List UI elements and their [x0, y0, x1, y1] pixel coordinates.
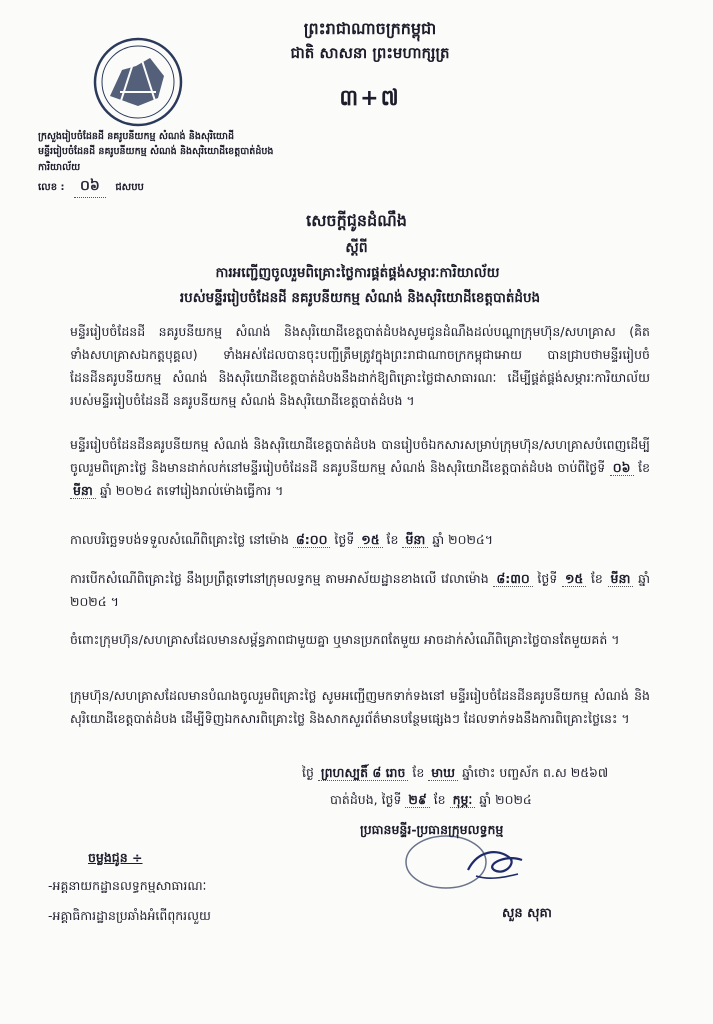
official-stamp-icon: [398, 830, 528, 890]
solar-year: ឆ្នាំ ២០២៤: [479, 792, 532, 807]
reference-number: [38, 176, 144, 198]
paragraph-affiliation: ចំពោះក្រុមហ៊ុន/សហគ្រាសដែលមានសម្ព័ន្ធភាពជាមួយគ្នា ឬមានប្រភពតែមួយ អាចដាក់សំណើពិគ្រោះថ្លៃបានតែមួយគត់ ។: [70, 632, 620, 647]
lunar-date: [302, 765, 608, 784]
paragraph-opening: [70, 567, 650, 613]
p2-day: ០៦: [610, 460, 634, 476]
p4-day-label: ថ្ងៃទី: [537, 571, 558, 586]
p4-year: ឆ្នាំ ២០២៤ ។: [70, 571, 650, 609]
p3-day: ១៥: [358, 532, 382, 548]
p2-month-label: ខែ: [638, 460, 651, 475]
office-line-bureau: ការិយាល័យ: [38, 162, 81, 173]
lunar-year: ឆ្នាំថោះ បញ្ចស័ក ព.ស ២៥៦៧: [462, 765, 609, 780]
lunar-day-label: ថ្ងៃ: [302, 765, 314, 780]
paragraph-contact: ក្រុមហ៊ុន/សហគ្រាសដែលមានបំណងចូលរួមពិគ្រោះថ្លៃ សូមអញ្ជើញមកទាក់ទងនៅ មន្ទីររៀបចំដែនដីនគរូបនីយកម្ម សំណង់ និងសុរិយោដីខេត្តបាត់ដំបង ដើម្បីទិញឯកសារពិគ្រោះថ្លៃ និងសាកសួរព័ត៌មានបន្ថែមផ្សេងៗ ដែលទាក់ទងនឹងការពិគ្រោះថ្លៃនេះ ។: [70, 688, 650, 726]
subject-line-1: ការអញ្ជើញចូលរួមពិគ្រោះថ្លៃការផ្គត់ផ្គង់សម្ភារៈការិយាល័យ: [215, 265, 500, 281]
p3-year: ឆ្នាំ ២០២៤។: [432, 532, 494, 547]
national-motto: ជាតិ សាសនា ព្រះមហាក្សត្រ: [290, 44, 450, 62]
p3-month: មីនា: [402, 532, 428, 548]
cc-item: -អគ្គនាយកដ្ឋានលទ្ធកម្មសាធារណៈ: [48, 878, 207, 893]
p3-time: ៨:០០: [293, 532, 331, 548]
lunar-month: មាឃ: [428, 765, 458, 781]
p3-text: កាលបរិច្ឆេទបង់ទទួលសំណើពិគ្រោះថ្លៃ នៅម៉ោង: [70, 532, 289, 547]
reference-suffix: ជសបប: [115, 182, 144, 193]
about-label: ស្តីពី: [345, 240, 368, 256]
office-line-department: មន្ទីររៀបចំដែនដី នគរូបនីយកម្ម សំណង់ និងសុរិយោដីខេត្តបាត់ដំបង: [38, 146, 274, 157]
p4-month: មីនា: [608, 571, 634, 587]
solar-date: [330, 792, 532, 811]
subject-line-2: របស់មន្ទីររៀបចំដែនដី នគរូបនីយកម្ម សំណង់ និងសុរិយោដីខេត្តបាត់ដំបង: [179, 290, 541, 306]
p4-day: ១៥: [562, 571, 586, 587]
p4-time: ៨:៣០: [493, 571, 532, 587]
p4-text: ការបើកសំណើពិគ្រោះថ្លៃ នឹងប្រព្រឹត្តទៅនៅក្រុមលទ្ធកម្ម តាមអាស័យដ្ឋានខាងលើ វេលាម៉ោង: [70, 571, 489, 586]
solar-month-label: ខែ: [433, 792, 446, 807]
signer-title: ប្រធានមន្ទីរ-ប្រធានក្រុមលទ្ធកម្ម: [360, 822, 504, 837]
solar-month: កុម្ភៈ: [450, 792, 476, 808]
paragraph-deadline: [70, 528, 650, 551]
cc-title: ចម្លងជូន ÷: [88, 850, 143, 865]
office-line-ministry: ក្រសួងរៀបចំដែនដី នគរូបនីយកម្ម សំណង់ និងសុរិយោដី: [38, 131, 235, 142]
p2-text: មន្ទីររៀបចំដែនដីនគរូបនីយកម្ម សំណង់ និងសុរិយោដីខេត្តបាត់ដំបង បានរៀបចំឯកសារសម្រាប់ក្រុមហ៊ុន/សហគ្រាសបំពេញដើម្បីចូលរួមពិគ្រោះថ្លៃ និងមានដាក់លក់នៅមន្ទីររៀបចំដែនដី នគរូបនីយកម្ម សំណង់ និងសុរិយោដីខេត្តបាត់ដំបង ចាប់ពីថ្ងៃទី: [70, 437, 650, 475]
lunar-month-label: ខែ: [412, 765, 425, 780]
cc-item: -អគ្គាធិការដ្ឋានប្រឆាំងអំពើពុករលួយ: [48, 908, 211, 923]
lunar-day: ព្រហស្បតិ៍ ៨ រោច: [318, 765, 409, 781]
document-title: សេចក្តីជូនដំណឹង: [306, 211, 407, 230]
paragraph-documents: [70, 433, 650, 502]
kingdom-heading: ព្រះរាជាណាចក្រកម្ពុជា: [303, 19, 437, 38]
paragraph-announcement: មន្ទីររៀបចំដែនដី នគរូបនីយកម្ម សំណង់ និងសុរិយោដីខេត្តបាត់ដំបងសូមជូនដំណឹងដល់បណ្តាក្រុមហ៊ុន/សហគ្រាស (គិតទាំងសហគ្រាសឯកត្តបុគ្គល) ទាំងអស់ដែលបានចុះបញ្ជីត្រឹមត្រូវក្នុងព្រះរាជាណាចក្រកម្ពុជាអោយ បានជ្រាបថាមន្ទីររៀបចំដែនដីនគរូបនីយកម្ម សំណង់ និងសុរិយោដីខេត្តបាត់ដំបងនឹងដាក់ឱ្យពិគ្រោះថ្លៃជាសាធារណៈ ដើម្បីផ្គត់ផ្គង់សម្ភារៈការិយាល័យរបស់មន្ទីររៀបចំដែនដី នគរូបនីយកម្ម សំណង់ និងសុរិយោដីខេត្តបាត់ដំបង ។: [70, 324, 650, 408]
reference-label: លេខ :: [38, 182, 65, 193]
p4-month-label: ខែ: [590, 571, 603, 586]
p3-month-label: ខែ: [386, 532, 399, 547]
place-label: បាត់ដំបង, ថ្ងៃទី: [330, 792, 402, 807]
p3-day-label: ថ្ងៃទី: [334, 532, 355, 547]
p2-year: ឆ្នាំ ២០២៤ តទៅរៀងរាល់ម៉ោងធ្វើការ ។: [99, 483, 284, 498]
reference-value: ០៦: [74, 176, 106, 198]
ministry-seal-icon: [92, 36, 184, 128]
solar-day: ២៩: [405, 792, 429, 808]
heading-ornament: ៣+៧: [339, 86, 401, 111]
signer-name: សួន សុគា: [502, 906, 552, 921]
p2-month: មីនា: [70, 483, 96, 499]
